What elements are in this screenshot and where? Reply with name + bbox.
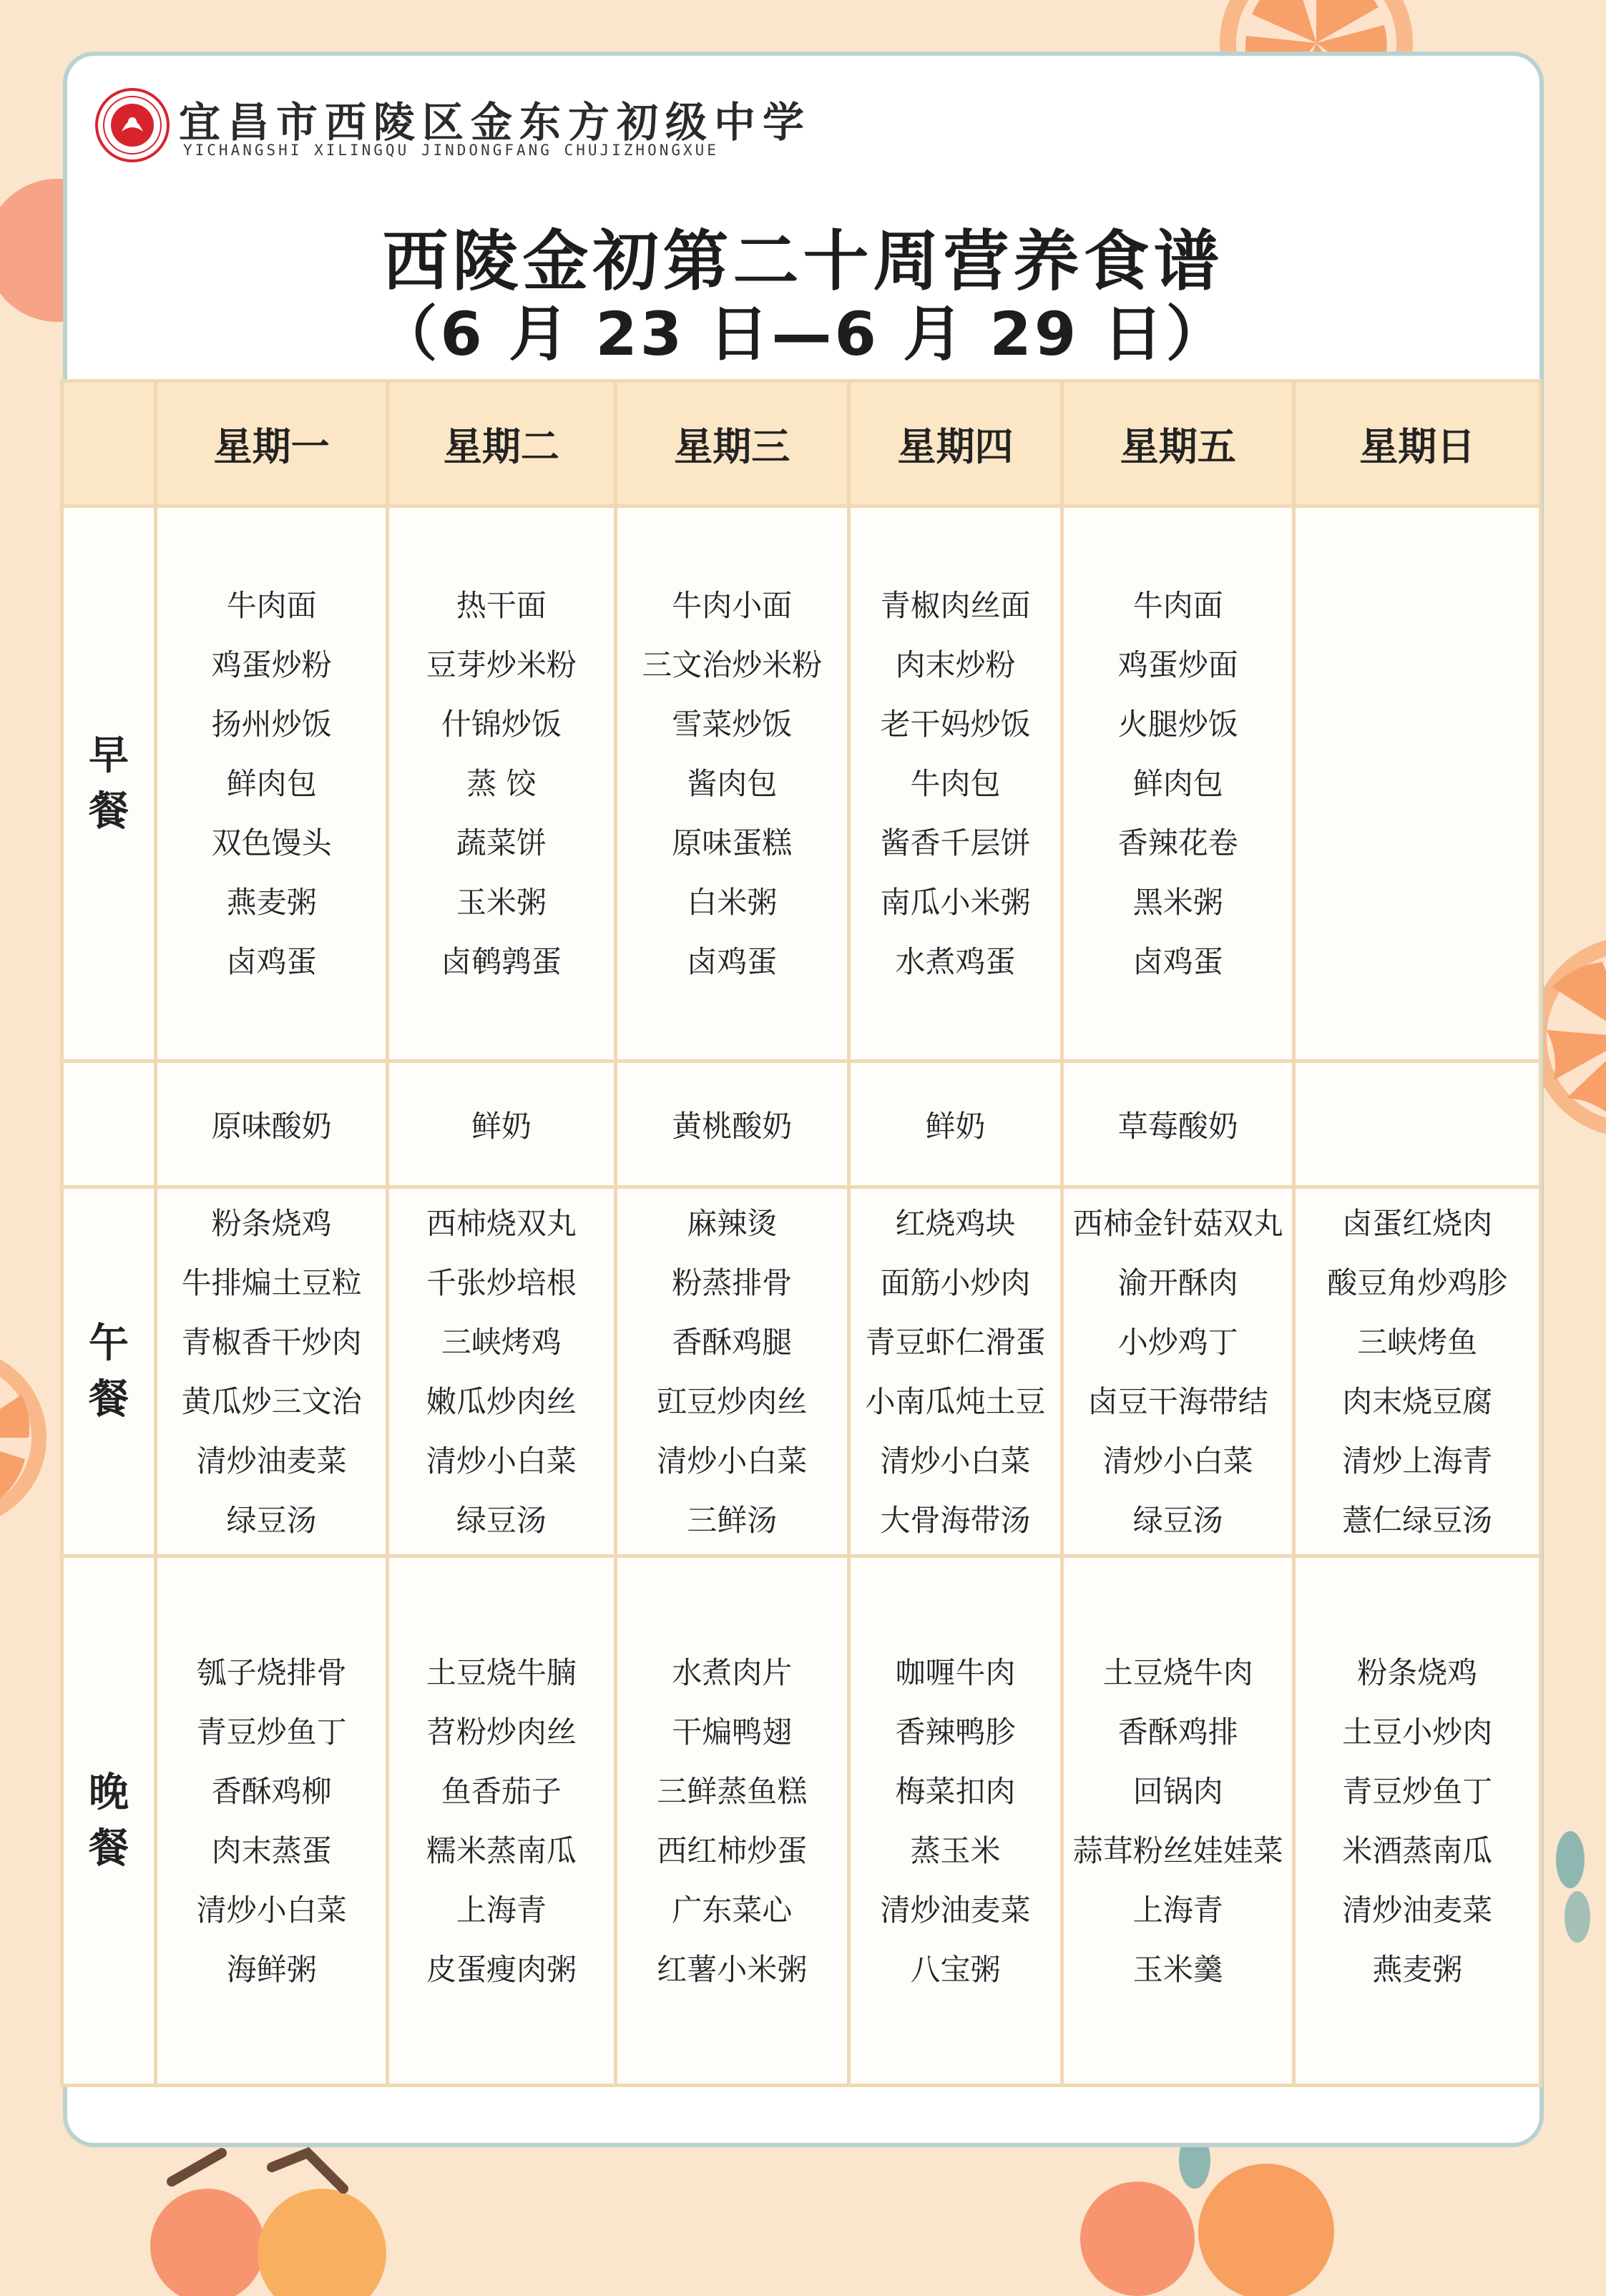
drink-cell — [1294, 1061, 1541, 1187]
dish-item: 黑米粥 — [1132, 885, 1223, 920]
peach-icon — [129, 2139, 429, 2296]
dish-list — [1064, 1194, 1292, 1550]
dish-list — [1064, 1643, 1292, 1999]
dish-item: 红薯小米粥 — [657, 1951, 808, 1987]
dish-item: 南瓜小米粥 — [880, 885, 1031, 920]
dish-item: 梅菜扣肉 — [895, 1773, 1016, 1809]
dish-item: 三峡烤鱼 — [1357, 1324, 1478, 1360]
menu-cell — [155, 1556, 387, 2086]
dish-item: 面筋小炒肉 — [880, 1265, 1031, 1300]
menu-cell — [1062, 506, 1294, 1061]
dish-item: 白米粥 — [687, 885, 778, 920]
dish-item: 水煮鸡蛋 — [895, 944, 1016, 979]
drink-row — [62, 1061, 1541, 1187]
dish-item: 鸡蛋炒面 — [1117, 647, 1238, 682]
menu-cell — [615, 506, 848, 1061]
dish-item: 鲜肉包 — [226, 766, 317, 801]
dish-item: 热干面 — [456, 588, 547, 623]
dish-item: 酱肉包 — [687, 766, 778, 801]
dish-item: 蒸 饺 — [466, 766, 537, 801]
menu-cell — [388, 506, 615, 1061]
dish-item: 卤鸡蛋 — [226, 944, 317, 979]
dish-item: 青豆虾仁滑蛋 — [865, 1324, 1046, 1360]
dish-item: 燕麦粥 — [1372, 1951, 1463, 1987]
dish-list — [389, 576, 613, 991]
dish-item: 米酒蒸南瓜 — [1342, 1833, 1493, 1868]
dish-item: 香酥鸡柳 — [211, 1773, 332, 1809]
dish-item: 红烧鸡块 — [895, 1205, 1016, 1241]
dish-item: 西柿金针菇双丸 — [1072, 1205, 1283, 1241]
dish-item: 香辣花卷 — [1117, 825, 1238, 860]
dish-item: 海鲜粥 — [226, 1951, 317, 1987]
dish-item: 牛肉包 — [910, 766, 1001, 801]
dish-item: 三峡烤鸡 — [441, 1324, 562, 1360]
meal-label-dinner: 晚 餐 — [62, 1556, 156, 2086]
dish-item: 鱼香茄子 — [441, 1773, 562, 1809]
dish-item: 玉米羹 — [1132, 1951, 1223, 1987]
day-header: 星期五 — [1062, 381, 1294, 506]
dish-item: 清炒油麦菜 — [1342, 1892, 1493, 1928]
dish-list — [851, 1643, 1060, 1999]
breakfast-row — [62, 506, 1541, 1061]
dish-item: 绿豆汤 — [226, 1502, 317, 1538]
dish-item: 三文治炒米粉 — [642, 647, 823, 682]
day-header: 星期三 — [615, 381, 848, 506]
dish-item: 西柿烧双丸 — [426, 1205, 577, 1241]
day-header-row — [62, 381, 1541, 506]
dish-list — [851, 1194, 1060, 1550]
dish-item: 土豆小炒肉 — [1342, 1714, 1493, 1750]
school-name: 宜昌市西陵区金东方初级中学 — [179, 98, 812, 147]
orange-slice-icon — [0, 1345, 64, 1531]
dish-item: 酸豆角炒鸡胗 — [1327, 1265, 1508, 1300]
dish-item: 卤鸡蛋 — [1132, 944, 1223, 979]
dish-item: 土豆烧牛腩 — [426, 1654, 577, 1690]
dish-item: 小南瓜炖土豆 — [865, 1383, 1046, 1419]
dish-item: 广东菜心 — [672, 1892, 793, 1928]
dish-item: 肉末蒸蛋 — [211, 1833, 332, 1868]
menu-cell — [1062, 1556, 1294, 2086]
dish-item: 薏仁绿豆汤 — [1342, 1502, 1493, 1538]
dish-list — [851, 576, 1060, 991]
dish-item: 清炒小白菜 — [880, 1443, 1031, 1478]
dish-item: 卤鹌鹑蛋 — [441, 944, 562, 979]
dish-item: 双色馒头 — [211, 825, 332, 860]
dish-item: 豆芽炒米粉 — [426, 647, 577, 682]
menu-cell — [615, 1556, 848, 2086]
leaf-icon — [1538, 1824, 1602, 1953]
date-range: （6 月 23 日—6 月 29 日） — [377, 299, 1229, 369]
menu-cell — [848, 506, 1062, 1061]
dish-item: 什锦炒饭 — [441, 707, 562, 742]
dish-item: 水煮肉片 — [672, 1654, 793, 1690]
dish-item: 清炒小白菜 — [196, 1892, 347, 1928]
dish-item: 麻辣烫 — [687, 1205, 778, 1241]
dish-item: 西红柿炒蛋 — [657, 1833, 808, 1868]
dish-item: 豇豆炒肉丝 — [657, 1383, 808, 1419]
dish-item: 千张炒培根 — [426, 1265, 577, 1300]
dish-item: 清炒小白菜 — [1102, 1443, 1253, 1478]
dish-item: 粉条烧鸡 — [1357, 1654, 1478, 1690]
dish-item: 燕麦粥 — [226, 885, 317, 920]
dinner-row — [62, 1556, 1541, 2086]
day-header: 星期一 — [155, 381, 387, 506]
dish-list — [1296, 1194, 1539, 1550]
dish-list — [1064, 576, 1292, 991]
drink-cell: 草莓酸奶 — [1062, 1061, 1294, 1187]
dish-list — [157, 1194, 386, 1550]
dish-item: 土豆烧牛肉 — [1102, 1654, 1253, 1690]
dish-item: 青豆炒鱼丁 — [1342, 1773, 1493, 1809]
dish-item: 扬州炒饭 — [211, 707, 332, 742]
day-header: 星期二 — [388, 381, 615, 506]
dish-item: 上海青 — [1132, 1892, 1223, 1928]
dish-list — [389, 1194, 613, 1550]
meal-label-breakfast: 早 餐 — [62, 506, 156, 1061]
dish-item: 大骨海带汤 — [880, 1502, 1031, 1538]
dish-item: 香酥鸡排 — [1117, 1714, 1238, 1750]
dish-item: 皮蛋瘦肉粥 — [426, 1951, 577, 1987]
dish-item: 老干妈炒饭 — [880, 707, 1031, 742]
lunch-row — [62, 1187, 1541, 1556]
dish-item: 干煸鸭翅 — [672, 1714, 793, 1750]
dish-item: 原味蛋糕 — [672, 825, 793, 860]
dish-list — [389, 1643, 613, 1999]
dish-item: 卤蛋红烧肉 — [1342, 1205, 1493, 1241]
dish-item: 香酥鸡腿 — [672, 1324, 793, 1360]
dish-item: 青豆炒鱼丁 — [196, 1714, 347, 1750]
menu-cell — [155, 506, 387, 1061]
dish-item: 酱香千层饼 — [880, 825, 1031, 860]
corner-cell — [62, 381, 156, 506]
menu-cell — [388, 1556, 615, 2086]
dish-list — [617, 576, 847, 991]
dish-item: 青椒肉丝面 — [880, 588, 1031, 623]
dish-item: 鸡蛋炒粉 — [211, 647, 332, 682]
drink-label-cell — [62, 1061, 156, 1187]
dish-item: 上海青 — [456, 1892, 547, 1928]
menu-cell — [1294, 506, 1541, 1061]
dish-list — [157, 576, 386, 991]
dish-item: 绿豆汤 — [1132, 1502, 1223, 1538]
drink-cell: 原味酸奶 — [155, 1061, 387, 1187]
dish-item: 渝开酥肉 — [1117, 1265, 1238, 1300]
dish-item: 清炒小白菜 — [426, 1443, 577, 1478]
dish-item: 香辣鸭胗 — [895, 1714, 1016, 1750]
menu-table — [60, 379, 1542, 2087]
dish-item: 三鲜蒸鱼糕 — [657, 1773, 808, 1809]
menu-cell — [615, 1187, 848, 1556]
dish-item: 粉蒸排骨 — [672, 1265, 793, 1300]
dish-item: 瓠子烧排骨 — [196, 1654, 347, 1690]
menu-cell — [1294, 1556, 1541, 2086]
dish-list — [617, 1643, 847, 1999]
dish-item: 黄瓜炒三文治 — [181, 1383, 362, 1419]
peach-icon — [1059, 2131, 1359, 2296]
dish-item: 牛肉小面 — [672, 588, 793, 623]
drink-cell: 黄桃酸奶 — [615, 1061, 848, 1187]
menu-cell — [848, 1187, 1062, 1556]
menu-cell — [388, 1187, 615, 1556]
school-logo-icon — [94, 87, 170, 163]
drink-cell: 鲜奶 — [848, 1061, 1062, 1187]
dish-item: 回锅肉 — [1132, 1773, 1223, 1809]
dish-item: 肉末炒粉 — [895, 647, 1016, 682]
menu-cell — [1294, 1187, 1541, 1556]
dish-item: 蒜茸粉丝娃娃菜 — [1072, 1833, 1283, 1868]
dish-item: 牛排煸土豆粒 — [181, 1265, 362, 1300]
dish-item: 粉条烧鸡 — [211, 1205, 332, 1241]
dish-item: 鲜肉包 — [1132, 766, 1223, 801]
drink-cell: 鲜奶 — [388, 1061, 615, 1187]
menu-cell — [1062, 1187, 1294, 1556]
dish-item: 雪菜炒饭 — [672, 707, 793, 742]
dish-item: 嫩瓜炒肉丝 — [426, 1383, 577, 1419]
dish-item: 蒸玉米 — [910, 1833, 1001, 1868]
dish-item: 青椒香干炒肉 — [181, 1324, 362, 1360]
day-header: 星期日 — [1294, 381, 1541, 506]
dish-item: 牛肉面 — [226, 588, 317, 623]
dish-item: 火腿炒饭 — [1117, 707, 1238, 742]
dish-list — [1296, 1643, 1539, 1999]
dish-item: 八宝粥 — [910, 1951, 1001, 1987]
dish-item: 蔬菜饼 — [456, 825, 547, 860]
dish-list — [157, 1643, 386, 1999]
dish-item: 清炒油麦菜 — [880, 1892, 1031, 1928]
menu-cell — [848, 1556, 1062, 2086]
dish-item: 苕粉炒肉丝 — [426, 1714, 577, 1750]
dish-item: 玉米粥 — [456, 885, 547, 920]
dish-item: 牛肉面 — [1132, 588, 1223, 623]
day-header: 星期四 — [848, 381, 1062, 506]
dish-item: 清炒上海青 — [1342, 1443, 1493, 1478]
dish-item: 糯米蒸南瓜 — [426, 1833, 577, 1868]
menu-cell — [155, 1187, 387, 1556]
page-title: 西陵金初第二十周营养食谱 — [382, 223, 1224, 300]
dish-item: 小炒鸡丁 — [1117, 1324, 1238, 1360]
dish-item: 清炒小白菜 — [657, 1443, 808, 1478]
meal-label-lunch: 午 餐 — [62, 1187, 156, 1556]
dish-item: 咖喱牛肉 — [895, 1654, 1016, 1690]
dish-item: 绿豆汤 — [456, 1502, 547, 1538]
dish-item: 清炒油麦菜 — [196, 1443, 347, 1478]
dish-item: 卤鸡蛋 — [687, 944, 778, 979]
dish-item: 三鲜汤 — [687, 1502, 778, 1538]
dish-item: 肉末烧豆腐 — [1342, 1383, 1493, 1419]
dish-list — [617, 1194, 847, 1550]
school-pinyin: YICHANGSHI XILINGQU JINDONGFANG CHUJIZHONGXUE — [183, 142, 719, 159]
dish-item: 卤豆干海带结 — [1087, 1383, 1268, 1419]
